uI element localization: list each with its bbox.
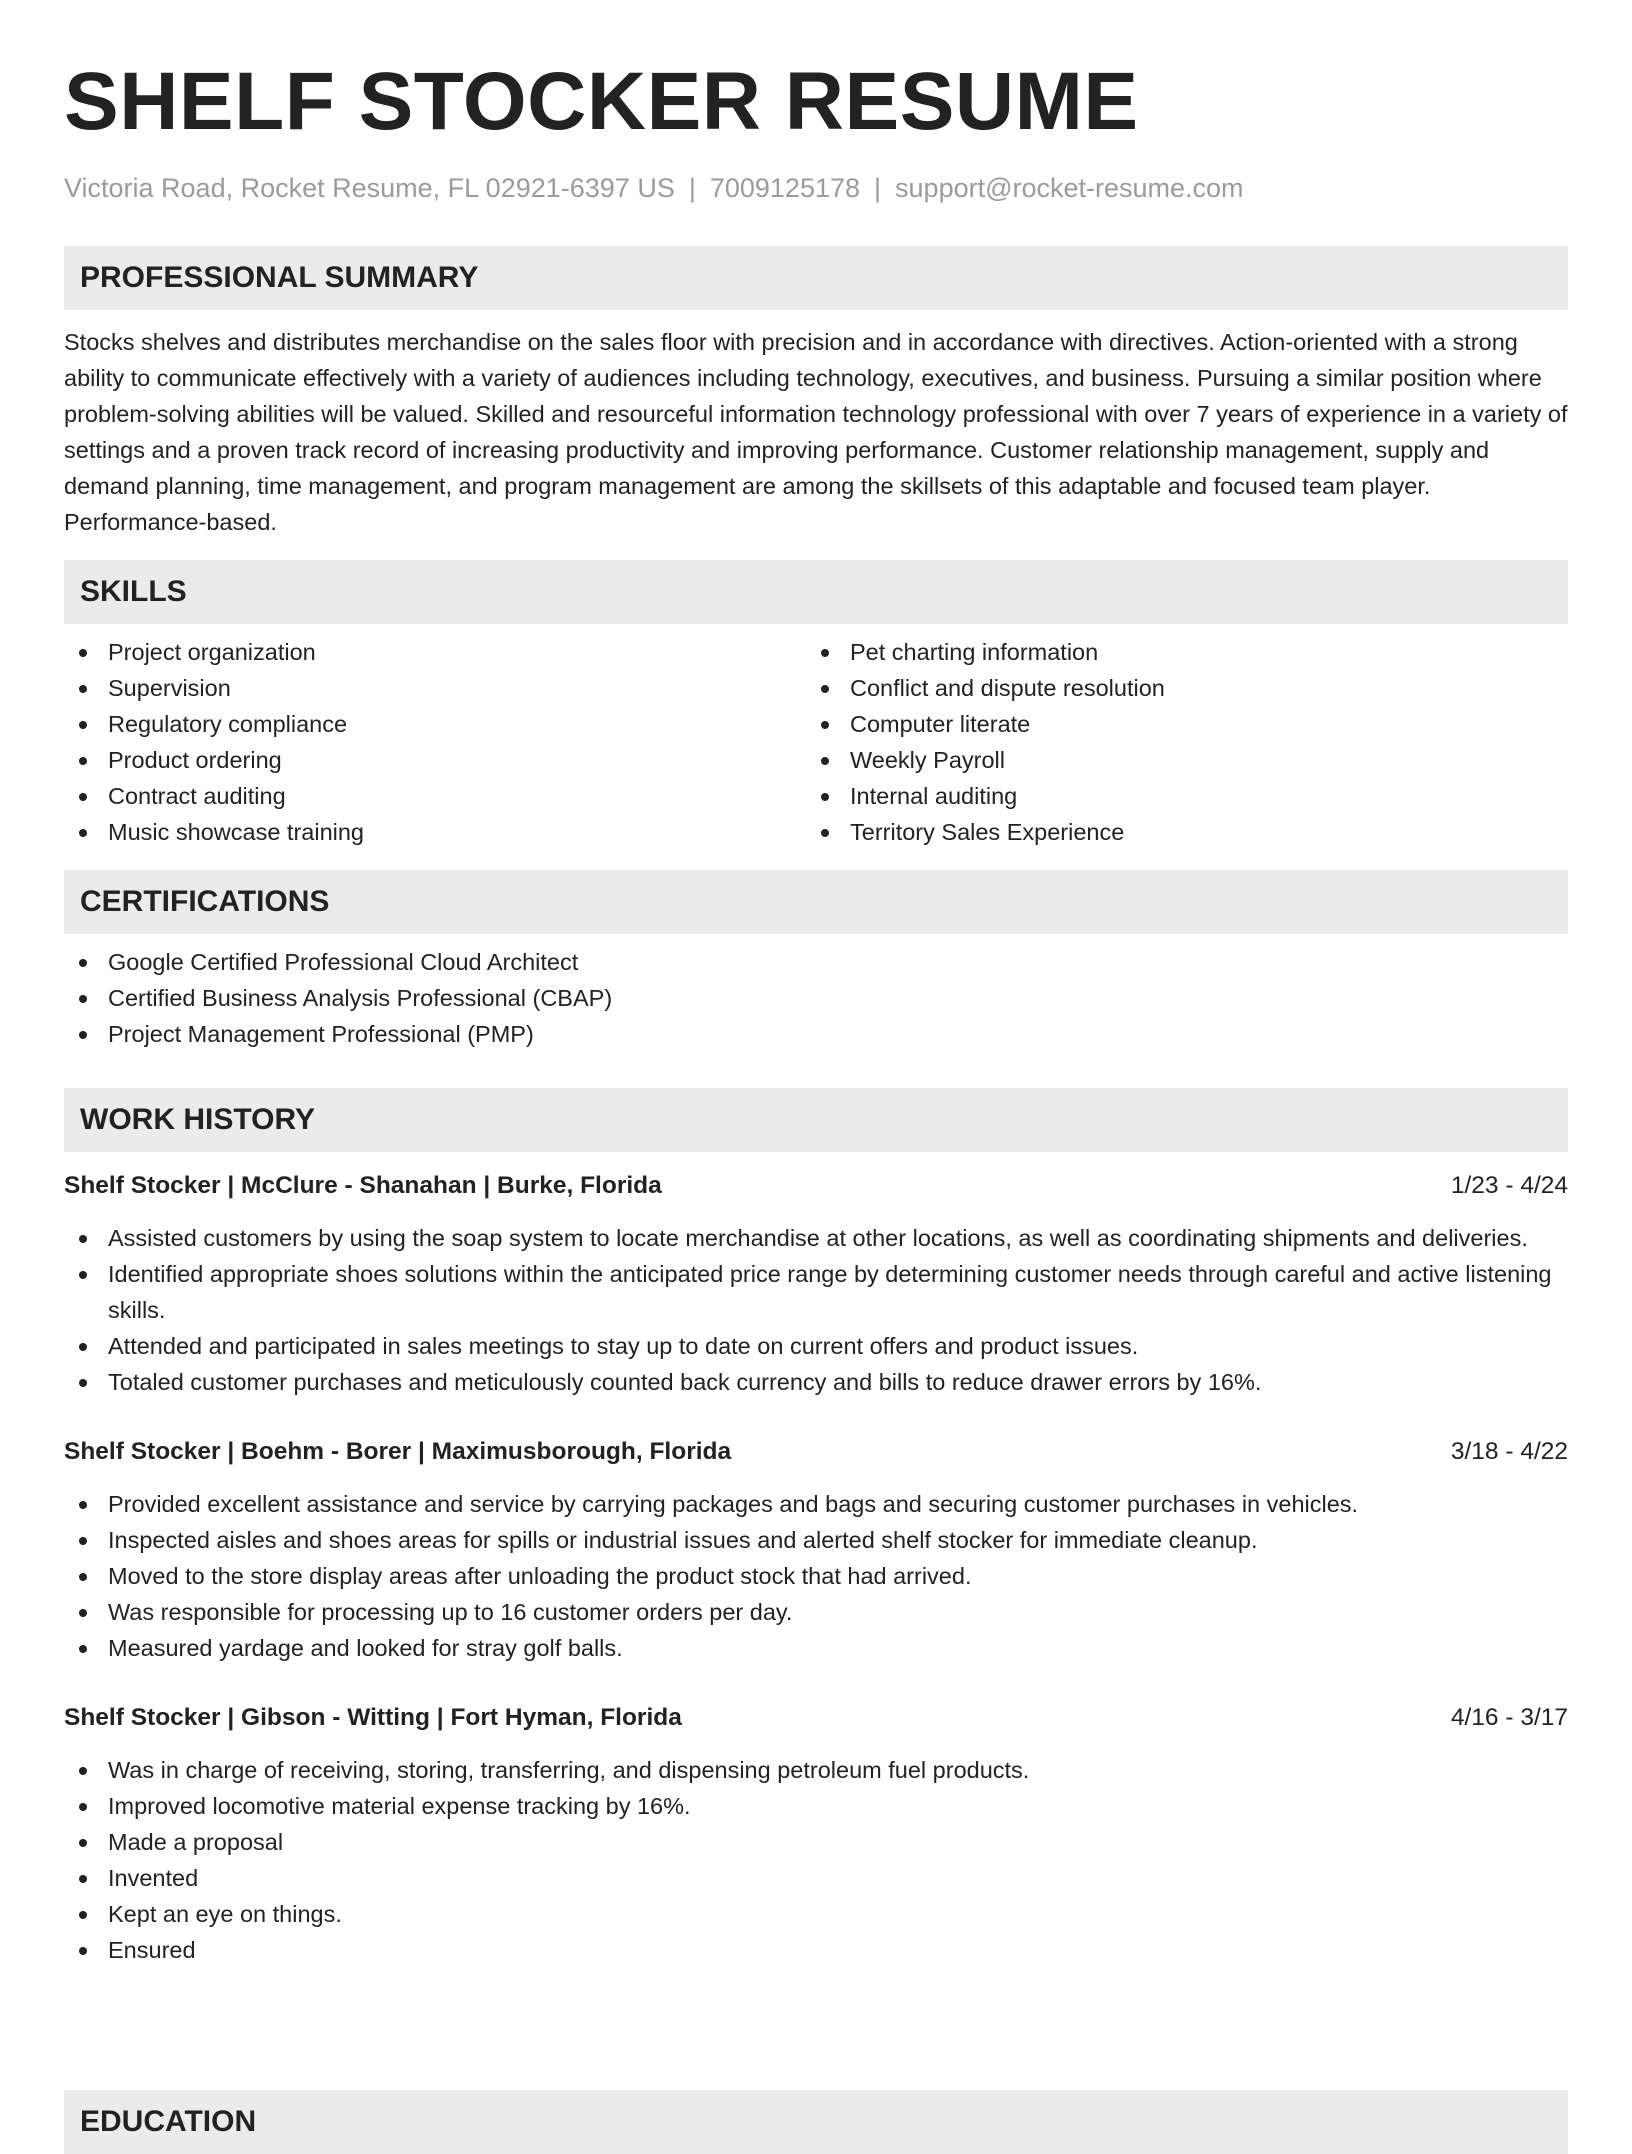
job-header [64,1434,1568,1470]
job-bullet: Totaled customer purchases and meticulously counted back currency and bills to reduce drawer errors by 16%. [64,1364,1568,1400]
job-bullet: Invented [64,1860,1568,1896]
job-bullet: Made a proposal [64,1824,1568,1860]
summary-text: Stocks shelves and distributes merchandise on the sales floor with precision and in accordance with directives. Action-oriented with a strong ability to communicate effectively with a variety of audiences including technology, executives, and business. Pursuing a similar position where problem-solving abilities will be valued. Skilled and resourceful information technology professional with over 7 years of experience in a variety of settings and a proven track record of increasing productivity and improving performance. Customer relationship management, supply and demand planning, time management, and program management are among the skillsets of this adaptable and focused team player. Performance-based. [64,329,1568,535]
skill-item: Conflict and dispute resolution [806,670,1548,706]
job-bullet: Inspected aisles and shoes areas for spills or industrial issues and alerted shelf stocker for immediate cleanup. [64,1522,1568,1558]
certification-item: Certified Business Analysis Professional (CBAP) [64,980,1568,1016]
job-header [64,1700,1568,1736]
job-entry [64,1168,1568,1400]
job-entry [64,1700,1568,1968]
work-history-heading: WORK HISTORY [64,1088,1568,1152]
skills-heading: SKILLS [64,560,1568,624]
job-bullet: Ensured [64,1932,1568,1968]
skills-column-left [64,634,806,850]
job-dates: 4/16 - 3/17 [1450,1704,1568,1731]
job-dates: 1/23 - 4/24 [1450,1172,1568,1199]
skill-item: Internal auditing [806,778,1548,814]
job-bullets [64,1752,1568,1968]
skill-item: Product ordering [64,742,806,778]
job-title: Shelf Stocker | Boehm - Borer | Maximusborough, Florida [64,1438,732,1465]
job-entry [64,1434,1568,1666]
certifications-list [64,944,1568,1052]
job-bullets [64,1220,1568,1400]
address: Victoria Road, Rocket Resume, FL 02921-6397 US [64,173,675,203]
job-title: Shelf Stocker | McClure - Shanahan | Burke, Florida [64,1172,662,1199]
skill-item: Project organization [64,634,806,670]
job-bullet: Kept an eye on things. [64,1896,1568,1932]
skill-item: Regulatory compliance [64,706,806,742]
job-bullet: Was in charge of receiving, storing, transferring, and dispensing petroleum fuel products. [64,1752,1568,1788]
separator: | [688,173,696,203]
separator: | [874,173,882,203]
skills-list [64,634,1568,850]
job-bullet: Attended and participated in sales meetings to stay up to date on current offers and product issues. [64,1328,1568,1364]
job-dates: 3/18 - 4/22 [1450,1438,1568,1465]
job-bullets [64,1486,1568,1666]
resume-title: SHELF STOCKER RESUME [64,56,1139,147]
contact-line [64,170,1568,206]
job-bullet: Identified appropriate shoes solutions within the anticipated price range by determining customer needs through careful and active listening skills. [64,1256,1568,1328]
skill-item: Weekly Payroll [806,742,1548,778]
skill-item: Pet charting information [806,634,1548,670]
job-bullet: Provided excellent assistance and service by carrying packages and bags and securing customer purchases in vehicles. [64,1486,1568,1522]
summary-heading: PROFESSIONAL SUMMARY [64,246,1568,310]
phone: 7009125178 [709,173,861,203]
skill-item: Contract auditing [64,778,806,814]
education-heading: EDUCATION [64,2090,1568,2154]
skill-item: Computer literate [806,706,1548,742]
job-bullet: Improved locomotive material expense tracking by 16%. [64,1788,1568,1824]
job-bullet: Assisted customers by using the soap system to locate merchandise at other locations, as well as coordinating shipments and deliveries. [64,1220,1568,1256]
skill-item: Supervision [64,670,806,706]
certification-item: Google Certified Professional Cloud Architect [64,944,1568,980]
job-bullet: Moved to the store display areas after unloading the product stock that had arrived. [64,1558,1568,1594]
email: support@rocket-resume.com [895,173,1244,203]
job-bullet: Measured yardage and looked for stray golf balls. [64,1630,1568,1666]
job-header [64,1168,1568,1204]
job-bullet: Was responsible for processing up to 16 customer orders per day. [64,1594,1568,1630]
job-title: Shelf Stocker | Gibson - Witting | Fort Hyman, Florida [64,1704,682,1731]
certification-item: Project Management Professional (PMP) [64,1016,1568,1052]
certifications-heading: CERTIFICATIONS [64,870,1568,934]
skill-item: Music showcase training [64,814,806,850]
skills-column-right [806,634,1548,850]
skill-item: Territory Sales Experience [806,814,1548,850]
